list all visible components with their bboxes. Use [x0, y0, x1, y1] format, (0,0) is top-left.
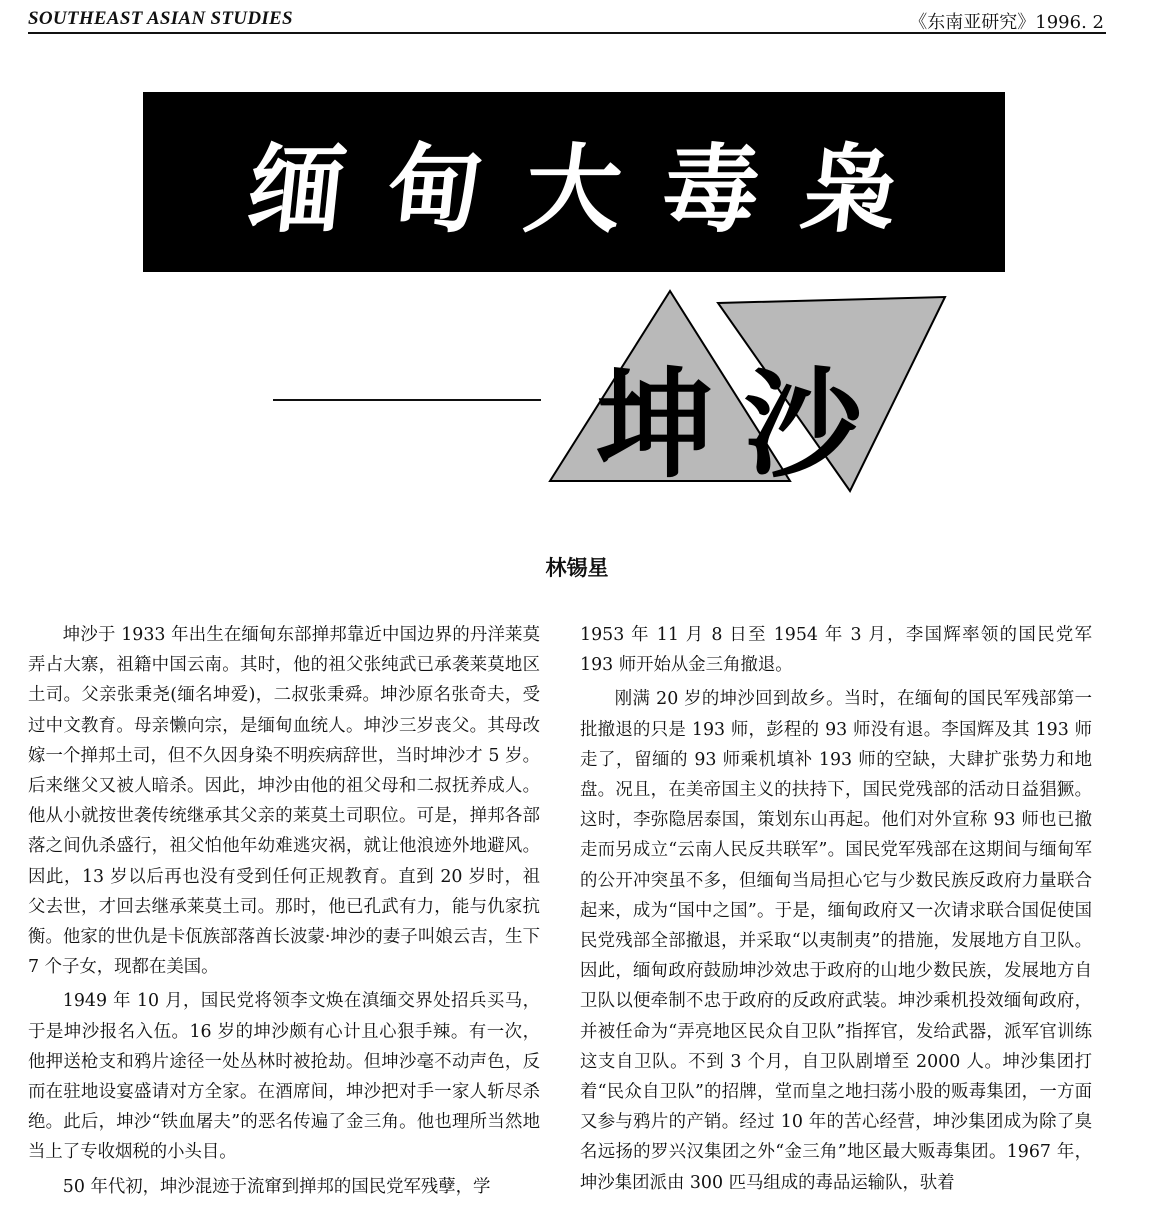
- paragraph: 坤沙于 1933 年出生在缅甸东部掸邦靠近中国边界的丹洋莱莫弄占大寨，祖籍中国云南。其时，他的祖父张纯武已承袭莱莫地区土司。父亲张秉尧(缅名坤爱)，二叔张秉舜。坤沙原名张奇夫，受过中文教育。母亲懒向宗，是缅甸血统人。坤沙三岁丧父。其母改嫁一个掸邦土司，但不久因身染不明疾病辞世，当时坤沙才 5 岁。后来继父又被人暗杀。因此，坤沙由他的祖父母和二叔抚养成人。他从小就按世袭传统继承其父亲的莱莫土司职位。可是，掸邦各部落之间仇杀盛行，祖父怕他年幼难逃灾祸，就让他浪迹外地避风。因此，13 岁以后再也没有受到任何正规教育。直到 20 岁时，祖父去世，才回去继承莱莫土司。那时，他已孔武有力，能与仇家抗衡。他家的世仇是卡佤族部落酋长波蒙·坤沙的妻子叫娘云吉，生下 7 个子女，现都在美国。: [28, 625, 540, 978]
- paragraph: 1953 年 11 月 8 日至 1954 年 3 月，李国辉率领的国民党军 193 师开始从金三角撤退。: [580, 625, 1092, 676]
- paragraph: 50 年代初，坤沙混迹于流窜到掸邦的国民党军残孽，学: [62, 1176, 491, 1197]
- title-banner: [143, 92, 1005, 272]
- author-name: 林锡星: [545, 556, 609, 580]
- body-column-left: [28, 620, 540, 1206]
- paragraph: 1949 年 10 月，国民党将领李文焕在滇缅交界处招兵买马，于是坤沙报名入伍。16 岁的坤沙颇有心计且心狠手辣。有一次，他押送枪支和鸦片途径一处丛林时被抢劫。但坤沙毫不动声色，反而在驻地设宴盛请对方全家。在酒席间，坤沙把对手一家人斩尽杀绝。此后，坤沙“铁血屠夫”的恶名传遍了金三角。他也理所当然地当上了专收烟税的小头目。: [28, 991, 540, 1163]
- body-column-right: [580, 620, 1092, 1202]
- article-title: 缅甸大毒枭: [243, 132, 946, 246]
- subtitle-dash: [273, 399, 541, 401]
- article-subtitle: 坤沙: [596, 356, 893, 494]
- journal-name-english: SOUTHEAST ASIAN STUDIES: [28, 8, 293, 29]
- running-header: [28, 4, 1106, 34]
- journal-issue-chinese: 《东南亚研究》1996. 2: [909, 12, 1104, 33]
- paragraph: 刚满 20 岁的坤沙回到故乡。当时，在缅甸的国民军残部第一批撤退的只是 193 师，彭程的 93 师没有退。李国辉及其 193 师走了，留缅的 93 师乘机填补 193 师的空缺，大肆扩张势力和地盘。况且，在美帝国主义的扶持下，国民党残部的活动日益猖獗。这时，李弥隐居泰国，策划东山再起。他们对外宣称 93 师也已撤走而另成立“云南人民反共联军”。国民党军残部在这期间与缅甸军的公开冲突虽不多，但缅甸当局担心它与少数民族反政府力量联合起来，成为“国中之国”。于是，缅甸政府又一次请求联合国促使国民党残部全部撤退，并采取“以夷制夷”的措施，发展地方自卫队。因此，缅甸政府鼓励坤沙效忠于政府的山地少数民族，发展地方自卫队以便牵制不忠于政府的反政府武装。坤沙乘机投效缅甸政府，并被任命为“弄亮地区民众自卫队”指挥官，发给武器，派军官训练这支自卫队。不到 3 个月，自卫队剧增至 2000 人。坤沙集团打着“民众自卫队”的招牌，堂而皇之地扫荡小股的贩毒集团，一方面又参与鸦片的产销。经过 10 年的苦心经营，坤沙集团成为除了臭名远扬的罗兴汉集团之外“金三角”地区最大贩毒集团。1967 年，坤沙集团派由 300 匹马组成的毒品运输队，驮着: [580, 689, 1092, 1193]
